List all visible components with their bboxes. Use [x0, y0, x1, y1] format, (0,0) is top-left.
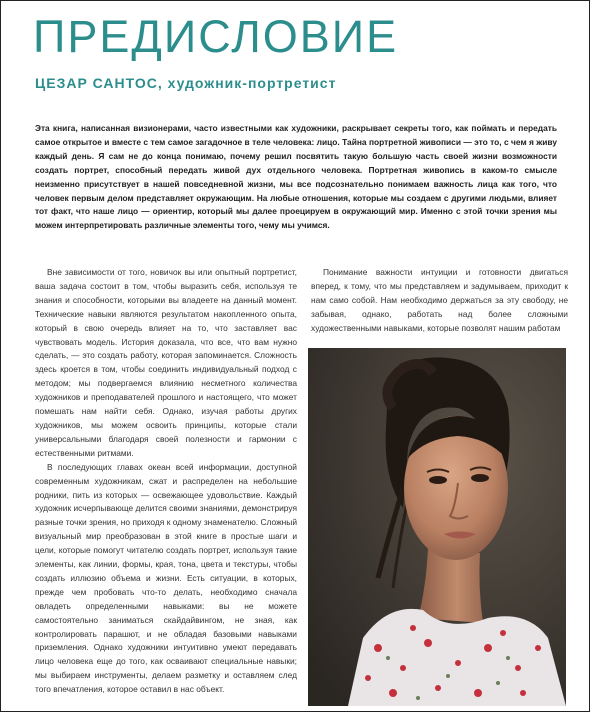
page-title: ПРЕДИСЛОВИЕ: [33, 11, 399, 62]
portrait-painting: [308, 348, 566, 706]
portrait-image: [308, 348, 566, 706]
right-column: [311, 266, 568, 336]
right-paragraph-1: Понимание важности интуиции и готовности двигаться вперед, к тому, что мы представляем и задумываем, приходит к нам само собой. Нам необходимо держаться за эту свободу, не забывая, однако, работать над более сложными художественными навыками, которые позволят нашим работам: [311, 267, 568, 333]
left-column: [35, 266, 297, 697]
intro-paragraph: Эта книга, написанная визионерами, часто известными как художники, раскрывает секреты того, как поймать и передать самое открытое и вместе с тем самое загадочное в теле человека: лицо. Тайна портретной живописи — это то, с чем я живу каждый день. Я сам не до конца понимаю, почему решил посвятить такую большую часть своей жизни возможности создать портрет, способный передать живой дух отдельного человека. Портретная живопись в каком-то смысле неизменно присутствует в нашей повседневной жизни, мы все подсознательно понимаем важность лица как того, что человек первым делом представляет окружающим. На любые отношения, которые мы создаем с другими людьми, влияет тот факт, что наше лицо — ориентир, который мы далее проецируем в окружающий мир. Именно с этой точки зрения мы можем интерпретировать различные элементы того, чему мы учимся.: [35, 123, 557, 231]
page-subtitle: ЦЕЗАР САНТОС, художник-портретист: [35, 75, 337, 91]
left-paragraph-1: Вне зависимости от того, новичок вы или опытный портретист, ваша задача состоит в том, чтобы выразить себя, используя те знания и способности, которыми вы владеете на данный момент. Технические навыки являются результатом накопленного опыта, который в свою очередь влияет на то, что заставляет вас чувствовать модель. История доказала, что все, что вам нужно сделать, — это создать работу, которая запоминается. Сложность здесь кроется в том, чтобы соединить индивидуальный подход с методом; мы подвергаемся влиянию несметного количества художников и преподавателей прошлого и настоящего, что может помешать нам найти себя. Однако, изучая работы других художников, мы можем освоить принципы, которые стали универсальными благодаря своей полезности и гармонии с естественными ритмами.: [35, 267, 297, 458]
left-paragraph-2: В последующих главах океан всей информации, доступной современным художникам, сжат и распределен на небольшие родники, пить из которых — освежающее удовольствие. Каждый художник исчерпывающе делится своими знаниями, демонстрируя разные точки зрения, но приходя к одному знаменателю. Сложный визуальный мир преобразован в этой книге в простые шаги и цели, которые помогут читателю создать портрет, используя такие элементы, как линии, формы, края, тона, цвета и текстуры, чтобы создать иллюзию объема и жизни. Есть ситуации, в которых, прежде чем пробовать что-то делать, необходимо сначала овладеть определенными навыками: вы не можете самостоятельно заниматься скайдайвингом, не зная, как контролировать парашют, и не обладая базовыми навыками приземления. Однако художники интуитивно умеют передавать лицо человека еще до того, как осваивают специальные навыки; мы выбираем инструменты, делаем разметку и оставляем след того впечатления, которое оставил в нас объект.: [35, 461, 297, 695]
